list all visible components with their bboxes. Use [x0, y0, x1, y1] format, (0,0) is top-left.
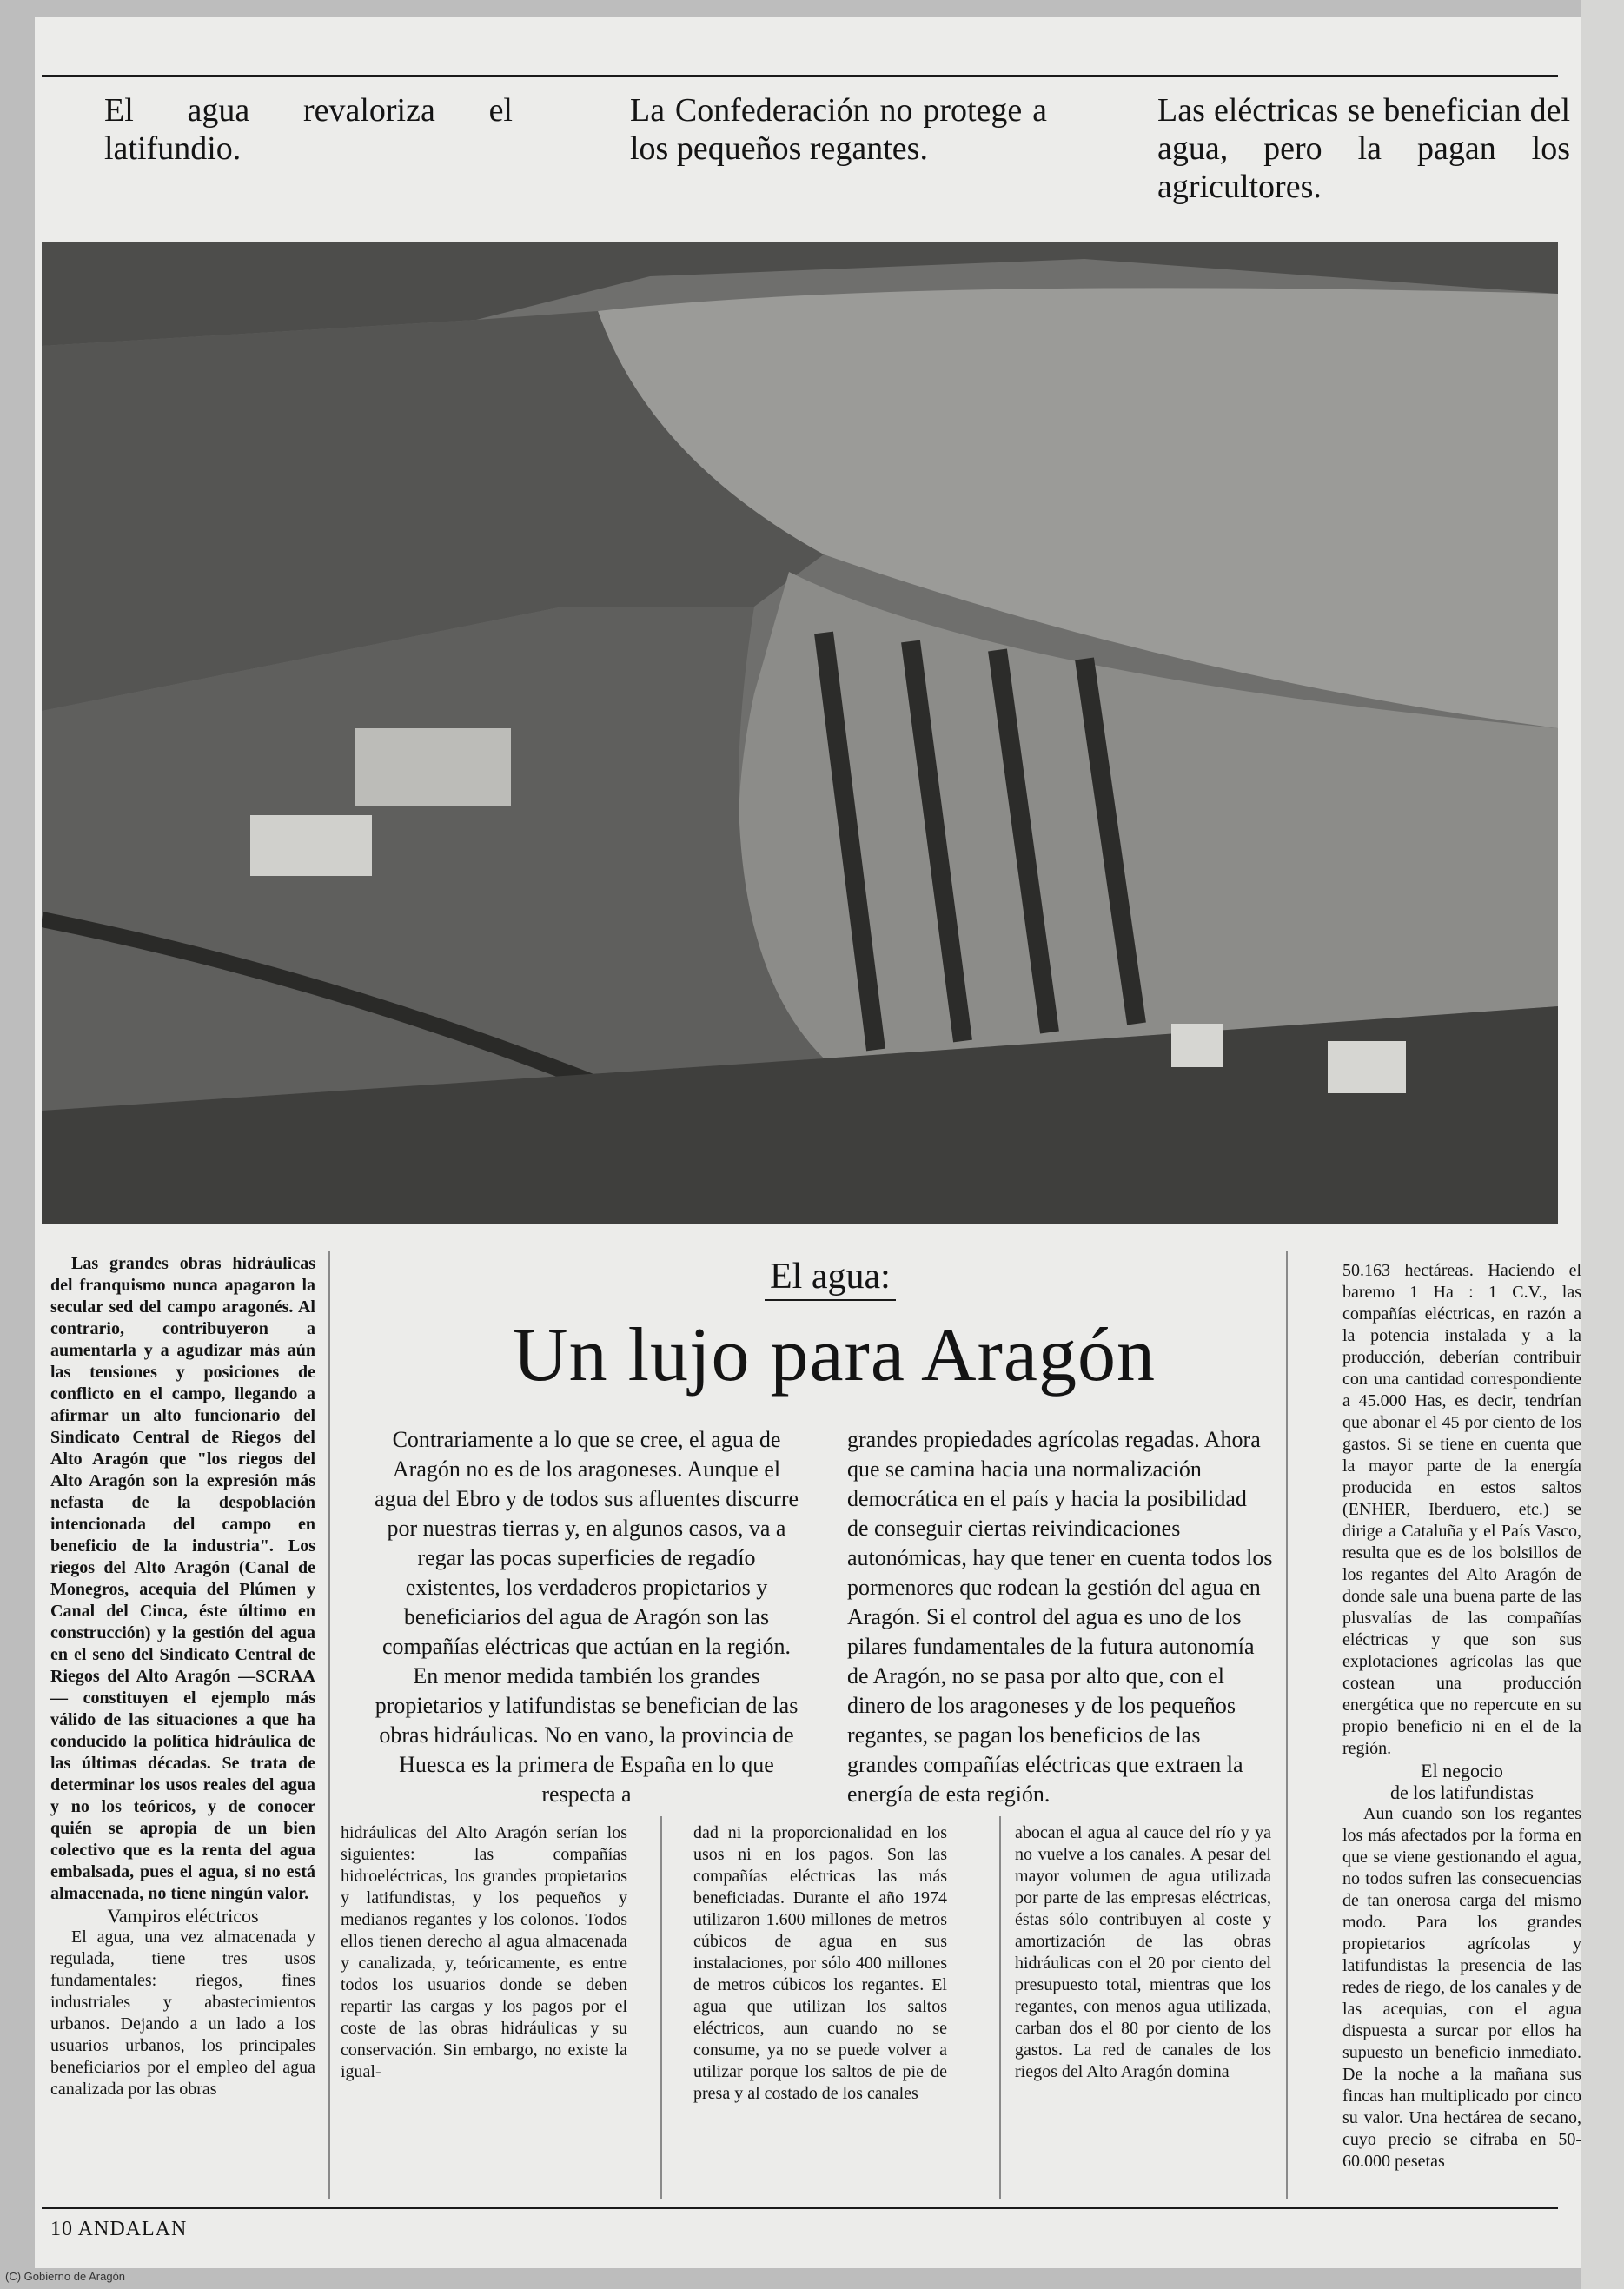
subhead-vampiros: Vampiros eléctricos	[107, 1905, 259, 1927]
subhead-negocio-line2: de los latifundistas	[1390, 1781, 1534, 1803]
article-kicker: El agua:	[765, 1256, 896, 1301]
footer-rule	[42, 2207, 1558, 2209]
top-rule	[42, 75, 1558, 77]
article-title: Un lujo para Aragón	[513, 1313, 1156, 1397]
column-rule-3	[999, 1816, 1001, 2199]
column-rule-2	[660, 1816, 662, 2199]
body-text-b3: abocan el agua al cauce del río y ya no vuelve a los canales. A pesar del mayor volumen de agua utilizada por parte de las empresas eléctricas, éstas sólo contribuyen al coste y amortización de las obras hidráulicas con el 20 por ciento del presupuesto total, mientras que los regantes, con menos agua utilizada, carban dos el 80 por ciento de los gastos. La red de canales de los riegos del Alto Aragón domina	[1015, 1823, 1271, 2081]
column-rule-1	[328, 1251, 330, 2199]
body-column-b1	[341, 1822, 627, 2083]
right-column	[1342, 1260, 1581, 2199]
lead-left: Contrariamente a lo que se cree, el agua de Aragón no es de los aragoneses. Aunque el agua del Ebro y de todos sus afluentes discurre por nuestras tierras y, en algunos casos, va a regar las pocas superficies de regadío existentes, los verdaderos propietarios y beneficiarios del agua de Aragón son las compañías eléctricas que actúan en la región. En menor medida también los grandes propietarios y latifundistas se benefician de las obras hidráulicas. No en vano, la provincia de Huesca es la primera de España en lo que respecta a	[374, 1427, 799, 1807]
headline-2: La Confederación no protege a los pequeños regantes.	[630, 92, 1047, 167]
body-column-b2	[693, 1822, 947, 2105]
right-text-2: Aun cuando son los regantes los más afectados por la forma en que se viene gestionando el agua, no todos sufren las consecuencias de tan onerosa carga del mismo modo. Para los grandes propietarios agrícolas y latifundistas la presencia de las redes de riego, de los canales y de las acequias, con el agua dispuesta a surcar por ellos ha supuesto un beneficio inmediato. De la noche a la mañana sus fincas han multiplicado por cinco su valor. Una hectárea de secano, cuyo precio se cifraba en 50-60.000 pesetas	[1342, 1804, 1581, 2171]
intro-text: Las grandes obras hidráulicas del franquismo nunca apagaron la secular sed del campo aragonés. Al contrario, contribuyeron a aumentarla y a agudizar más aún las tensiones y posiciones de conflicto en el campo, llegando a afirmar un alto funcionario del Sindicato Central de Riegos del Alto Aragón que "los riegos del Alto Aragón son la expresión más nefasta de la despoblación intencionada del campo en beneficio de la industria". Los riegos del Alto Aragón (Canal de Monegros, acequia del Plúmen y Canal del Cinca, éste último en construcción) y la gestión del agua en el seno del Sindicato Central de Riegos del Alto Aragón —SCRAA— constituyen el ejemplo más válido de las situaciones a que ha conducido la política hidráulica de las últimas décadas. Se trata de determinar los usos reales del agua y no los teóricos, y de conocer quién se apropia de un bien colectivo que es la renta del agua embalsada, pues el agua, si no está almacenada, no tiene ningún valor.	[50, 1254, 315, 1903]
intro-column	[50, 1253, 315, 2100]
headline-1: El agua revaloriza el latifundio.	[104, 92, 513, 167]
subhead-negocio	[1342, 1760, 1581, 1803]
dam-photo	[42, 242, 1558, 1224]
image-credit: (C) Gobierno de Aragón	[5, 2270, 126, 2283]
body-text-b1: hidráulicas del Alto Aragón serían los siguientes: las compañías hidroeléctricas, los grandes propietarios y latifundistas, y los pequeños y medianos regantes y los colonos. Todos ellos tienen derecho al agua almacenada y canalizada, y, teóricamente, es entre todos los usuarios donde se deben repartir las cargas y los pagos por el coste de las obras hidráulicas y su conservación. Sin embargo, no existe la igual-	[341, 1823, 627, 2081]
body-column-b3	[1015, 1822, 1271, 2083]
page-footer: 10 ANDALAN	[50, 2218, 188, 2240]
body-text-b2: dad ni la proporcionalidad en los usos ni en los pagos. Son las compañías eléctricas las más beneficiadas. Durante el año 1974 utilizaron 1.600 millones de metros cúbicos de agua en sus instalaciones, por sólo 400 millones de metros cúbicos los regantes. El agua que utilizan los saltos eléctricos, aun cuando no se consume, ya no se puede volver a utilizar porque los saltos de pie de presa y al costado de los canales	[693, 1823, 947, 2103]
subhead-negocio-line1: El negocio	[1421, 1760, 1503, 1781]
column-rule-4	[1286, 1251, 1288, 2199]
right-text-1: 50.163 hectáreas. Haciendo el baremo 1 Ha : 1 C.V., las compañías eléctricas, en razón a la potencia instalada y a la producción, deberían contribuir con una cantidad correspondiente a 45.000 Has, es decir, tendrían que abonar el 45 por ciento de los gastos. Si se tiene en cuenta que la mayor parte de la energía producida en estos saltos (ENHER, Iberduero, etc.) se dirige a Cataluña y el País Vasco, resulta que es de los bolsillos de los regantes del Alto Aragón de donde sale una buena parte de las plusvalías de las compañías eléctricas y que son sus explotaciones agrícolas las que costean una producción energética que no repercute en su propio beneficio ni en el de la región.	[1342, 1261, 1581, 1758]
lead-right: grandes propiedades agrícolas regadas. Ahora que se camina hacia una normalización democrática en el país y hacia la posibilidad de conseguir ciertas reivindicaciones autonómicas, hay que tener en cuenta todos los pormenores que rodean la gestión del agua en Aragón. Si el control del agua es uno de los pilares fundamentales de la futura autonomía de Aragón, no se pasa por alto que, con el dinero de los aragoneses y de los pequeños regantes, se pagan los beneficios de las grandes compañías eléctricas que extraen la energía de esta región.	[847, 1427, 1273, 1807]
headline-3: Las eléctricas se benefician del agua, pero la pagan los agricultores.	[1157, 92, 1570, 205]
vampiros-text: El agua, una vez almacenada y regulada, tiene tres usos fundamentales: riegos, fines industriales y abastecimientos urbanos. Dejando a un lado a los usuarios urbanos, los principales beneficiarios por el empleo del agua canalizada por las obras	[50, 1927, 315, 2099]
adjacent-page-edge	[1581, 0, 1624, 2289]
